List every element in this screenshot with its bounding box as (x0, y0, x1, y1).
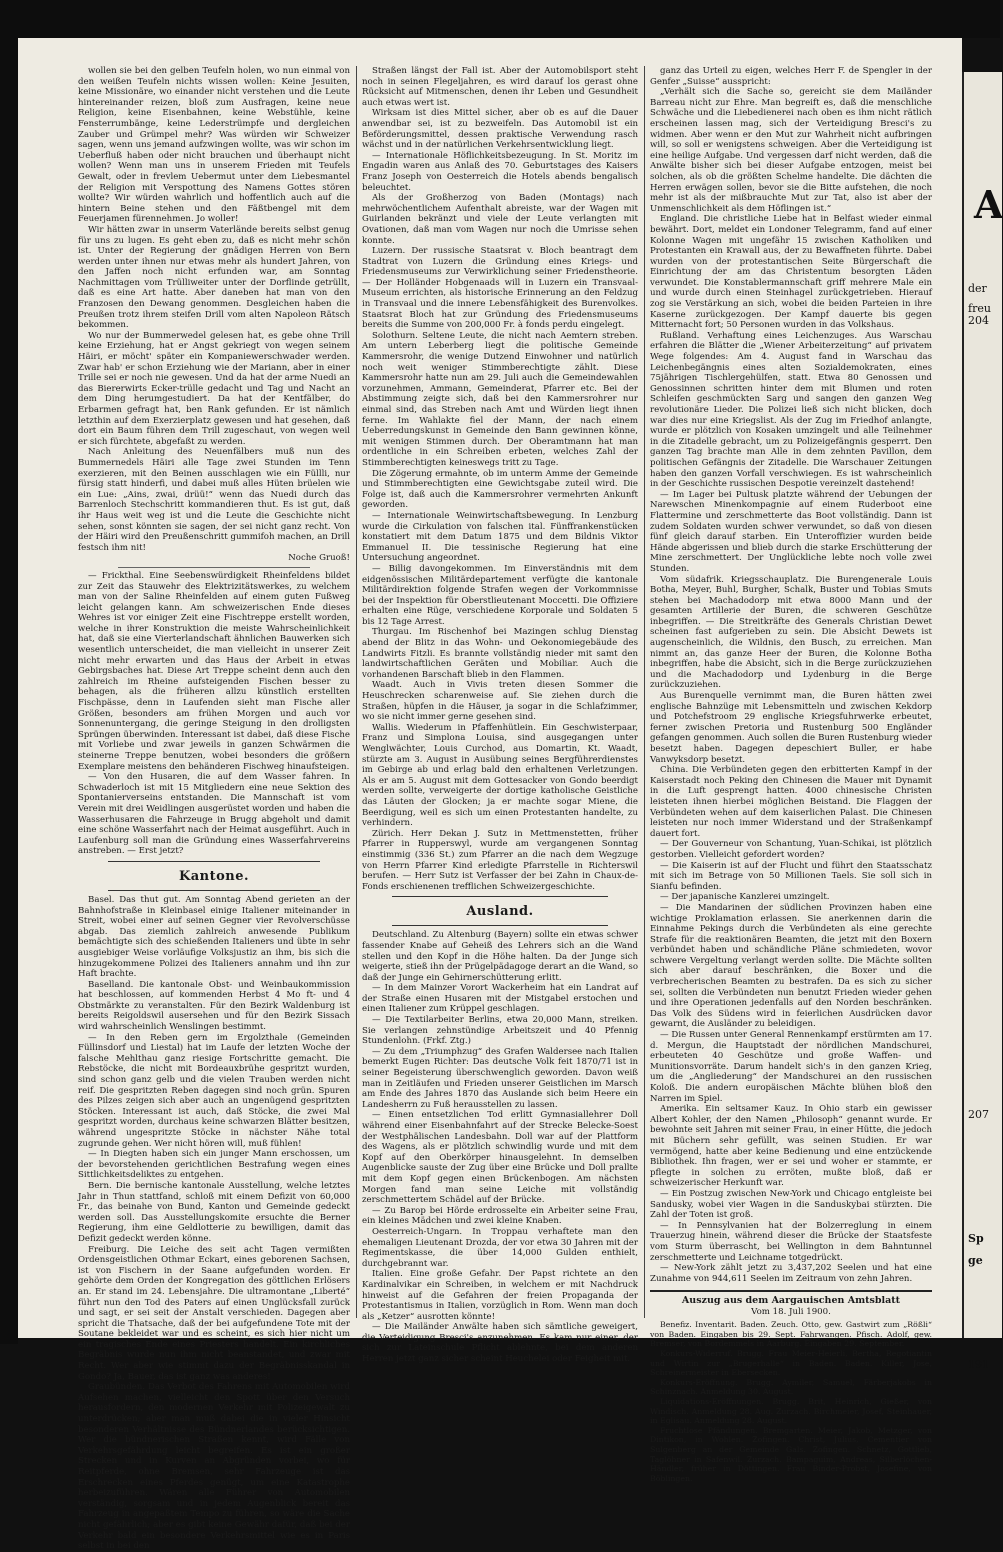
amtsblatt-date: Vom 18. Juli 1900. (751, 1307, 831, 1318)
news-item: — Einen entsetzlichen Tod erlitt Gymnasiallehrer Doll während einer Eisenbahnfahrt auf der Strecke Belecke-Soest der Westphälischen Landesbahn. Doll war auf der Plattform des Wagens, als er plötzlich schwindlig wurde und mit dem Kopf auf den Oberkörper hinausgelehnt. In demselben Augenblicke sauste der Zug über eine Brücke und Doll prallte mit dem Kopf gegen einen Brückenbogen. Am nächsten Morgen fand man seine Leiche mit vollständig zerschmettertem Schädel auf der Brücke. (362, 1110, 638, 1206)
amtsblatt-entry: Fruchtlose Pfändungen. Bremgarten. Meier, Jakob, Metzger, von Dintikon, in Wohlen. Zofingen. Christ, Julius, Cementier von Sulgenberg an der Gemeinde Gals. Zofingen. Schnetz, Gottlieb, Taglöhner in Safenwil. Zurzach. Bampaguim, Andreas, Silberlöchen-Händler, früher in Döttingen. Frau Binder-Probst, Josefine, von Böblingen. (650, 1425, 932, 1483)
news-item: Wirksam ist dies Mittel sicher, aber ob es auf die Dauer anwendbar sei, ist zu bezweifeln. Das Automobil ist ein Beförderungsmittel, dessen praktische Verwendung rasch wächst und in der natürlichen Verkehrsentwicklung liegt. (362, 108, 638, 151)
news-item: — Die Mandarinen der südlichen Provinzen haben eine wichtige Proklamation erlassen. Sie anerkennen darin die Einnahme Pekings durch die Verbündeten als eine gerechte Strafe für die reaktionären Beamten, die jetzt mit den Boxern verbündet haben und schändliche Pläne schmiedeten, wovor schwere Vergeltung verlangt werden sollte. Die Mächte sollten sich aber darauf beschränken, die Boxer und die verbrecherischen Beamten zu bestrafen. Da es sich zu sicher sei, sollten die Verbündeten nun benutzt Frieden wieder gehen und ihre Operationen jedenfalls auf den Norden beschränken. Das Volk des Südens wird in feierlichen Ausdrücken davor gewarnt, die Ausländer zu beleidigen. (650, 902, 932, 1030)
news-item: ganz das Urteil zu eigen, welches Herr F. de Spengler in der Genfer „Suisse“ ausspricht: (650, 66, 932, 87)
adjacent-page-fragment: 207 (968, 1108, 989, 1121)
news-item: China. Die Verbündeten gegen den erbitterten Kampf in der Kaiserstadt noch Peking den Chinesen die Mauer mit Dynamit in die Luft gesprengt hatten. 4000 chinesische Christen leisteten ihnen hierbei möglichen Beistand. Die Flaggen der Verbündeten wehen auf dem kaiserlichen Palast. Die Chinesen leisteten nur noch immer Widerstand und der Straßenkampf dauert fort. (650, 765, 932, 839)
news-item: — Der Gouverneur von Schantung, Yuan-Schikai, ist plötzlich gestorben. Vielleicht gefordert worden? (650, 839, 932, 860)
article-paragraph: Nach Anleitung des Neuenfälbers muß nun des Bummernedels Häiri alle Tage zwei Stunden im Tenn exerzieren, mit den Beinen ausschlagen wie ein Füllli, nur fürsig statt hinderfi, und dabei muß alles Hüten brüelen wie ein Lue: „Ains, zwai, drüü!“ wenn das Nuedi durch das Barrenloch Stechschritt kommandieren thut. Es ist gut, daß ihr Haus weit weg ist und die Leute die Geschichte nicht sehen, sonst könnten sie sagen, der sei nicht ganz recht. Von der Häiri wird den Preußenschritt gummifoh machen, an Drill festsch ihm nit! (78, 447, 350, 553)
news-item: — In dem Mainzer Vorort Wackerheim hat ein Landrat auf der Straße einen Husaren mit der Mistgabel erstochen und einen Italiener zum Krüppel geschlagen. (362, 983, 638, 1015)
column-rule (356, 66, 357, 1318)
news-item: — New-York zählt jetzt zu 3,437,202 Seelen und hat eine Zunahme von 944,611 Seelen im Zeitraum von zehn Jahren. (650, 1263, 932, 1284)
adjacent-page-fragment: 191 (968, 1358, 989, 1371)
article-paragraph: wollen sie bei den gelben Teufeln holen, wo nun einmal von den weißen Teufeln nichts wissen wollen: Keine Jesuiten, keine Missionäre, wo einander nicht verstehen und die Leute hintereinander reizen, bloß zum Ausfragen, keine neue Religion, keine Eisenbahnen, keine Webstühle, keine Fensterrumbänge, keine Lederstrümpfe und dergleichen Zauber und Grümpel mehr? Was würden wir Schweizer sagen, wenn uns jemand aufzwingen wollte, was wir schon im Ueberfluß haben oder nicht brauchen und überhaupt nicht wollen? Wenn man uns in unserem Frieden mit Teufels Gewalt, oder in frevlem Uebermut unter dem Liebesmantel der Religion mit Verspottung des Namens Gottes stören wollte? Wir würden wahrlich und hoffentlich auch auf die hintern Beine stehen und den Fäßtbengel mit dem Feuerjamen fürennehmen. Jo woller! (78, 66, 350, 225)
news-item: Baselland. Die kantonale Obst- und Weinbaukommission hat beschlossen, auf kommenden Herbst 4 Mo ft- und 4 Obstmärkte zu veranstalten. Für den Bezirk Waldenburg ist bereits Reigoldswil ausersehen und für den Bezirk Sissach wird wahrscheinlich Wenslingen bestimmt. (78, 979, 350, 1033)
article-signoff: Noche Gruoß! (288, 553, 350, 564)
amtsblatt-entry: Liquidations-Eröffnungen. Brugg. Brit, Heinrich, Gießer, von Windisch. Anmeldung 28. Aug. Zurzach. Birchmeier, Josef, Steinhauer, in Eglisau. Anmeldung 28. August. (650, 1397, 932, 1426)
adjacent-page-fragment: 204 (968, 314, 989, 327)
divider (392, 925, 608, 926)
column-2 (362, 66, 638, 1365)
news-item: Italien. Eine große Gefahr. Der Papst richtete an den Kardinalvikar ein Schreiben, in welchem er mit Nachdruck hinweist auf die Gefahren der freien Propaganda der Protestantismus in Italien, vorzüglich in Rom. Wenn man doch als „Ketzer“ ausrotten könnte! (362, 1269, 638, 1322)
news-item: — In den Reben gern im Ergolzthale (Gemeinden Füllinsdorf und Liestal) hat im Laufe der letzten Woche der falsche Mehlthau ganz riesige Fortschritte gemacht. Die Rebstöcke, die nicht mit Bordeauxbrühe gespritzt wurden, sind schon ganz gelb und die vielen Trauben werden nicht reif. Die gespritzten Reben dagegen sind noch grün. Spuren des Pilzes zeigen sich aber auch an ungenügend gespritzten Stöcken. Interessant ist auch, daß Stöcke, die zwei Mal gespritzt worden, durchaus keine schwarzen Blätter besitzen, während ungespritzte Stöcke in nächster Nähe total zugrunde gehen. Wer nicht hören will, muß fühlen! (78, 1032, 350, 1149)
news-item: — Die Textilarbeiter Berlins, etwa 20,000 Mann, streiken. Sie verlangen zehnstündige Arbeitszeit und 40 Pfennig Stundenlohn. (Frkf. Ztg.) (362, 1015, 638, 1047)
news-item: „Verhält sich die Sache so, gereicht sie dem Mailänder Barreau nicht zur Ehre. Man begreift es, daß die menschliche Schwäche und die Liebedienerei nach oben es ihm nicht rätlich erscheinen lassen mag, sich der Verteidigung Bresci's zu widmen. Aber wenn er den Mut zur Wahrheit nicht aufbringen will, so soll er wenigstens schweigen. Aber die Verteidigung ist eine heilige Aufgabe. Und vergessen darf nicht werden, daß die Anwälte bisher sich bei dieser Aufgabe entzogen, meist bei solchen, als ob die größten Schelme handelte. Die dächten die Herren erwägen sollen, bevor sie die Bitte aufstehen, die noch mehr ist als der mißbrauchte Mut zur Tat, also ist aber der Unmenschlichkeit als dem Höflingen ist.“ (650, 87, 932, 214)
divider (392, 896, 608, 897)
amtsblatt-entry: Konkurs-Eröffnung. Brugg. Aymiler, Samuel, Färberjakobs in Schinznach. Anmeldung 30. August. (650, 1377, 932, 1397)
column-rule (644, 66, 645, 1318)
news-item: Deutschland. Zu Altenburg (Bayern) sollte ein etwas schwer fassender Knabe auf Geheiß des Lehrers sich an die Wand stellen und den Kopf in die Höhe halten. Da der Junge sich weigerte, stieß ihn der Prügelpädagoge derart an die Wand, so daß der Junge ein Gehirnerschütterung erlitt. (362, 930, 638, 983)
news-item: — Internationale Höflichkeitsbezeugung. In St. Moritz im Engadin waren aus Anlaß des 70. Geburtstages des Kaisers Franz Joseph von Oesterreich die Hotels abends bengalisch beleuchtet. (362, 150, 638, 193)
adjacent-page-fragment: der (968, 282, 987, 295)
news-item: — Zu Barop bei Hörde erdrosselte ein Arbeiter seine Frau, ein kleines Mädchen und zwei kleine Knaben. (362, 1205, 638, 1227)
divider (118, 567, 310, 568)
column-1 (78, 66, 350, 1552)
news-item: — Zu dem „Triumphzug“ des Grafen Waldersee nach Italien bemerkt Eugen Richter: Das deutsche Volk feit 1870/71 ist in seiner Begeisterung überschwenglich geworden. Davon weiß man in Zeitläufen und Frieden unserer Geistlichen im Marsch am Ende des Jahres 1870 das Auslande sich beim Heere ein Landesherrn zu Fuß herausstellen zu lassen. (362, 1046, 638, 1110)
article-paragraph: Wir hätten zwar in unserm Vaterlände bereits selbst genug für uns zu lugen. Es geht eben zu, daß es nicht mehr schön ist. Unter der Regierung der gnädigen Herren von Bern werden unter ihnen nur etwas mehr als hundert Jahren, von den Jaffen noch nicht erfunden war, am Sonntag Nachmittagen vom Trülliweiter unter der Dorflinde getrüllt, daß es eine Art hatte. Aber daneben hat man von den Franzosen den Dewang genommen. Desgleichen haben die Preußen trotz ihrem steifen Drill vom alten Napoleon Rätsch bekommen. (78, 224, 350, 331)
news-item: Straßen längst der Fall ist. Aber der Automobilsport steht noch in seinen Flegeljahren, es wird darauf los gerast ohne Rücksicht auf Mitmenschen, denen ihr Leben und Gesundheit auch etwas wert ist. (362, 66, 638, 108)
news-item: — Billig davongekommen. Im Einverständnis mit dem eidgenössischen Militärdepartement verfügte die kantonale Militärdirektion folgende Strafen wegen der Vorkommnisse bei der Inspektion für Oberstlieutenant Moccetti. Die Offiziere erhalten eine Rüge, verschiedene Korporale und Soldaten 5 bis 12 Tage Arrest. (362, 563, 638, 627)
news-item: Die Zögerung ermahnte, ob im unterm Amme der Gemeinde und Stimmberechtigten eine Gewichtsgabe zuteil wird. Die Folge ist, daß auch die Kammersrohrer vermehrten Ankunft geworden. (362, 468, 638, 511)
amtsblatt-entry: Benefiz. Inventarit. Baden. Zeuch. Otto, gew. Gastwirt zum „Rößli“ von Baden. Eingaben bis 29. Sept. Fahrwangen. Pfisch. Adolf, gew. Bremser, von Bordemmels in Aarburg. Eingaben 29. September. (650, 1320, 932, 1349)
news-item: Rußland. Verhaftung eines Leichenzuges. Aus Warschau erfahren die Blätter die „Wiener Arbeiterzeitung“ auf privatem Wege folgendes: Am 4. August fand in Warschau das Leichenbegängnis eines alten Sozialdemokraten, eines 75jährigen Tischlergehülfen, statt. Etwa 80 Genossen und Genossinnen schritten hinter dem mit Blumen und roten Schleifen geschmückten Sarg und sangen den ganzen Weg revolutionäre Lieder. Die Polizei ließ sich nicht blicken, doch war dies nur eine Kriegslist. Als der Zug im Friedhof anlangte, wurde er plötzlich von Kosaken umzingelt und alle Teilnehmer in die Zitadelle gebracht, um zu Polizeigefängnis gesperrt. Den ganzen Tag brachte man Alle in dem zehnten Pavillon, dem politischen Gefängnis der Zitadelle. Die Warschauer Zeitungen haben den ganzen Vorfall verschwiegen. Es ist wahrscheinlich in der Geschichte russischen Despotie vereinzelt dastehend! (650, 330, 932, 490)
news-item: Waadt. Auch in Vivis treten diesen Sommer die Heuschrecken scharenweise auf. Sie ziehen durch die Straßen, hüpfen in die Häuser, ja sogar in die Schlafzimmer, wo sie nicht immer gerne gesehen sind. (362, 680, 638, 723)
section-heading-ausland: Ausland. (466, 904, 534, 920)
news-item: Aus Burenquelle vernimmt man, die Buren hätten zwei englische Bahnzüge mit Lebensmitteln und zwischen Kekdorp und Potchefstroom 29 englische Kriegsfuhrwerke erbeutet, ferner zwischen Pretoria und Rustenburg 500 Engländer gefangen genommen. Auch sollen die Buren Rustenburg wieder besetzt haben. Dagegen depeschiert Buller, er habe Vanwyksdorp besetzt. (650, 691, 932, 765)
news-item: Bern. Die bernische kantonale Ausstellung, welche letztes Jahr in Thun stattfand, schloß mit einem Defizit von 60,000 Fr., das beinahe von Bund, Kanton und Gemeinde gedeckt werden soll. Das Ausstellungskomite ersuchte die Berner Regierung, ihm eine Geldlotterie zu bewilligen, damit das Defizit gedeckt werden könne. (78, 1180, 350, 1244)
amtsblatt-box (650, 1290, 932, 1483)
news-item: — In Pennsylvanien hat der Bolzerreglung in einem Trauerzug hinein, während dieser die Brücke der Staatsfeste vom Sturm überrascht, bei Wellington in dem Bahntunnel zerschmetterte und Leichname totgedrückt. (650, 1220, 932, 1263)
news-item: Zürich. Herr Dekan J. Sutz in Mettmenstetten, früher Pfarrer in Rupperswyl, wurde am vergangenen Sonntag einstimmig (336 St.) zum Pfarrer an die nach dem Wegzuge von Herrn Pfarrer Kind erledigte Pfarrstelle in Richterswil berufen. — Herr Sutz ist Verfasser der bei Zahn in Chaux-de-Fonds erschienenen trefflichen Schweizergeschichte. (362, 828, 638, 892)
divider (108, 890, 320, 891)
news-item: Wallis. Wiederum in Pfaffenhütlein. Ein Geschwisterpaar, Franz und Simplona Louisa, sind ausgegangen unter Wenglwächter, Louis Curchod, aus Domartin, Kt. Waadt, stürzte am 3. August in Ausübung seines Bergführerdienstes im Gebirge ab und erlag bald den erhaltenen Verletzungen. Als er am 5. August mit dem Gottesacker von Gondo beerdigt werden sollte, verweigerte der dortige katholische Geistliche das Läuten der Glocken; ja er machte sogar Miene, die Beerdigung, weil es sich um einen Protestanten handelte, zu verhindern. (362, 722, 638, 829)
news-item: — In Diegten haben sich ein junger Mann erschossen, um der bevorstehenden gerichtlichen Bestrafung wegen eines Sittlichkeitsdeliktes zu entgehen. (78, 1149, 350, 1181)
news-item: Luzern. Der russische Staatsrat v. Bloch beantragt dem Stadtrat von Luzern die Gründung eines Kriegs- und Friedensmuseums zur Verwirklichung seiner Friedenstheorie. — Der Holländer Hobgenaads will in Luzern ein Transvaal-Museum errichten, als historische Erinnerung an den Feldzug in Transvaal und die innere Lebensfähigkeit des Burenvolkes. Staatsrat Bloch hat zur Gründung des Friedensmuseums bereits die Summe von 200,000 Fr. à fonds perdu eingelegt. (362, 246, 638, 331)
article-paragraph: Wo nur der Bummerwedel gelesen hat, es gebe ohne Trill keine Erziehung, hat er Angst gekriegt von wegen seinem Häiri, er möcht' später ein Kompaniewerschwader werden. Zwar hab' er schon Erziehung wie der Mariann, aber in einer Trille sei er noch nie gewesen. Und da hat der arme Nuedi an das Biererwirts Ecker-trülle gedacht und Tag und Nacht an dem Ding herumgestudiert. Da hat der Kentfälber, do Erbarmen gefragt hat, ben Rank gefunden. Er ist nämlich letzthin auf dem Exerzierplatz gewesen und hat gesehen, daß dort ein Baum führen dem Trill zugeschaut, von wegen weil er sich fürchtete, abgefaßt zu werden. (78, 330, 350, 447)
news-item: Graubünden. Das Verbot des Fahrens mit Automobilen wird Aufsehen machen, vielleicht den Spott über den Versuch herausfordern, den modernen Verkehr mit Polizeigewalt zu unterdrücken; aber man muß dabei die in vieler Hinsicht besonderen Verhältnisse des Bündnerlandes berücksichtigen. Wer die bündnerischen Straßen kennt, wird Fälle von Verkehrsgefährdung leicht begreifen. Es ist ein großer Strecken und in Kurven an Abgründen vorbei, wo für Reitpferde, ohne Bremsen, sehr Fahrzeuge ist das Erschrecken eines Pferdes genügt, um eine Katastrophe herbeizuführen. Wären alle Führer von Automobilen verständig, sorgsam und in jedem Augenblick bereit das Fahrzeug in angepaßtem Tempo zu führen, so wäre die Sache nicht gefährlich; aber es gibt keine Gewähr dafür, daß bei der Verkehr bald ein besondere Verkehrsmittel wie es in Paris selbst in bei den (78, 1382, 350, 1552)
adjacent-page-initial: A (974, 182, 1003, 227)
news-item: Vom südafrik. Kriegsschauplatz. Die Burengenerale Louis Botha, Meyer, Buhl, Burgher, Schalk, Buster und Tobias Smuts stehen bei Machadodorp mit etwa 8000 Mann und der gesamten Artillerie der Buren, die schweren Geschütze inbegriffen. — Die Streitkräfte des Generals Christian Dewet scheinen fast aufgerieben zu sein. Die Absicht Dewets ist augenscheinlich, die Wildnis, den Busch, zu erreichen. Man nimmt an, das ganze Heer der Buren, die Kolonne Botha inbegriffen, habe die Absicht, sich in die Berge zurückzuziehen und die Machadodorp und Lydenburg in die Berge zurückzuziehen. (650, 574, 932, 691)
news-item: — Der japanische Kanzlerei umzingelt. (660, 892, 830, 903)
scan-border-top (0, 0, 1000, 38)
adjacent-page-fragment: freu (968, 302, 991, 315)
adjacent-page-fragment: ge (968, 1254, 983, 1267)
news-item: Freiburg. Die Leiche des seit acht Tagen vermißten Ordensgeistlichen Othmar Eckart, eines geborenen Sachsen, ist von Fischern in der Saane aufgefunden worden. Er gehörte dem Orden der Kongregation des göttlichen Erlösers an. Er stand im 24. Lebensjahre. Die ultramontane „Liberté“ führt nun den Tod des Paters auf einen Unglücksfall zurück und sagt, er sei seit der Anstalt verschieden. Dagegen aber spricht die Thatsache, daß der bei aufgefundene Tote mit der Soutane bekleidet war und es scheint, es sich hier nicht um ein tragisches Ende eines Priesters handelt. Ein kirchliches Begräbnis wurde nun ihm nicht beanstandet, und zwar mit Recht. Wer aber wie stimmt dazu der Begräbnisskandal in Gondo? Ja, Bauer, das ist ganz was anderes! (78, 1244, 350, 1382)
section-heading-kantone: Kantone. (178, 868, 250, 884)
news-item: — Im Lager bei Pultusk platzte während der Uebungen der Narewschen Minenkompagnie auf einem Ruderboot eine Flattermine und zerschmetterte das Boot vollständig. Dann ist zudem Soldaten wurden schwer verwundet, so daß von diesen fünf gleich darauf starben. Ein Unteroffizier wurden beide Hände abgerissen und blieb durch die starke Erschütterung der Mine zerschmettert. Der Unglückliche lebte noch volle zwei Stunden. (650, 489, 932, 574)
news-item: — Die Kaiserin ist auf der Flucht und führt den Staatsschatz mit sich im Betrage von 50 Millionen Taels. Sie soll sich in Sianfu befinden. (650, 860, 932, 892)
adjacent-page-fragment: Sp (968, 1232, 984, 1245)
news-item: Thurgau. Im Rischenhof bei Mazingen schlug Dienstag abend der Blitz in das Wohn- und Oekonomiegebäude des Landwirts Fitzli. Es brannte vollständig nieder mit samt den landwirtschaftlichen Geräten und Mobiliar. Auch die vorhandenen Barschaft blieb in den Flammen. (362, 627, 638, 680)
news-item: Amerika. Ein seltsamer Kauz. In Ohio starb ein gewisser Albert Kohler, der den Namen „Philosoph“ genannt wurde. Er bewohnte seit Jahren mit seiner Frau, in einer Hütte, die jedoch mit Büchern sehr gefüllt, was seinen Studien. Er war vermögend, hatte aber keine Bedienung und eine entzückende Bibliothek. Ihn fragen, wer er sei und woher er stammte, er pflegte in solchen zu erröten, mußte bloß, daß er schweizerischer Herkunft war. (650, 1104, 932, 1189)
amtsblatt-entry: Konkurs-Widerruf. Brugg. Frau Meier-Heierli, Bertha, Regotiantin und Wirtin zur „Brugerhalle“ in Baden. Baden. Killer, Jose, Schreinermeister in Ebersecken. (650, 1349, 932, 1378)
scan-border-left (0, 0, 18, 1344)
news-item: — Von den Husaren, die auf dem Wasser fahren. In Schwaderloch ist mit 15 Mitgliedern eine neue Sektion des Spontanierverseins entstanden. Die Mannschaft ist vom Verein mit drei Weidlingen ausgerüstet worden und haben die Wasserhusaren die Fahrzeuge in Brugg abgeholt und damit eine schöne Wasserfahrt nach der Heimat ausgeführt. Auch in Laufenburg soll man die Gründung eines Wasserfahrvereins anstreben. — Erst jetzt? (78, 772, 350, 857)
news-item: — Die Russen unter General Rennenkampf erstürmten am 17. d. Mergun, die Hauptstadt der nördlichen Mandschurei, erbeuteten 40 Geschütze und große Waffen- und Munitionsvorräte. Darum handelt sich's in den ganzen Krieg, um die „Angliederung“ der Mandschurei an den russischen Koloß. Die andern europäischen Mächte blühen bloß den Narren im Spiel. (650, 1030, 932, 1104)
news-item: Als der Großherzog von Baden (Montags) nach mehrwöchentlichem Aufenthalt abreiste, war der Wagen mit Guirlanden bekränzt und viele der Leute verlangten mit Ovationen, daß man vom Wagen nur noch die Umrisse sehen konnte. (362, 193, 638, 246)
news-item: — Frickthal. Eine Seebenswürdigkeit Rheinfeldens bildet zur Zeit das Stauwehr des Elektrizitätswerkes, zu welchem man von der Saline Rheinfelden auf einem guten Fußweg leicht gelangen kann. Am schweizerischen Ende dieses Wehres ist vor einiger Zeit eine Fischtreppe erstellt worden, welche in ihrer Konstruktion die meiste Wahrscheinlichkeit hat, daß sie eine Vierterlandschaft ähnlichen Bauwerken sich wesentlich unterscheidet, die man vielleicht in unserer Zeit nicht mehr erwarten und das Haus der Arbeit in etwas Gebirgsbaches hat. Diese Art Treppe scheint denn auch den zahlreich im Rheine aufsteigenden Fischen besser zu behagen, als die früheren allzu künstlich erstellten Fischpässe, denn in Laufenden sieht man Fische aller Größen, besonders am frühen Morgen und auch vor Sonnenuntergang, die geringe Steigung in den drolligsten Sprüngen überwinden. Interessant ist dabei, daß diese Fische mit Vorliebe und zwar jeweils in ganzen Schwärmen die steinerne Treppe benutzen, wobei besonders die größern Exemplare meistens den behänderen Fischweg hinaufsteigen. (78, 570, 350, 772)
news-item: England. Die christliche Liebe hat in Belfast wieder einmal bewährt. Dort, meldet ein Londoner Telegramm, fand auf einer Kolonne Wagen mit ungefähr 15 zwischen Katholiken und Protestanten ein Krawall aus, der zu Bewaffneten führte. Dabei wurden von der protestantischen Seite Bürgerschaft die Einrichtung der am das Christentum besorgten Läden verwundet. Die Konstablermannschaft griff mehrere Male ein und wurde durch einen Steinhagel zurückgetrieben. Hierauf zog sie Verstärkung an sich, wobei die beiden Parteien in ihre Kaserne zurückgezogen. Der Kampf dauerte bis gegen Mitternacht fort; 50 Personen wurden in das Volkshaus. (650, 214, 932, 331)
column-3 (650, 66, 932, 1483)
adjacent-page-strip (962, 72, 1003, 1371)
news-item: — Die Mailänder Anwälte haben sich sämtliche geweigert, die Verteidigung Bresci's anzunehmen. Es kam nur einer, der sich zur Lateinschule Pflicht ablehnte, bei dem anderen Herren jetzt ganz sicher scheint Heuchelei oder Feigheit mit. (362, 1322, 638, 1365)
divider (108, 861, 320, 862)
news-item: Basel. Das thut gut. Am Sonntag Abend gerieten an der Bahnhofstraße in Kleinbasel einige Italiener miteinander in Streit, wobei einer auf seinen Gegner vier Revolverschüsse abgab. Das ziemlich zahlreich anwesende Publikum bemächtigte sich des schießenden Italieners und übte in sehr ausgiebiger Weise vorläufige Volksjustiz an ihm, bis sich die hinzugekommene Polizei des Italieners annahm und ihn zur Haft brachte. (78, 894, 350, 980)
news-item: — Internationale Weinwirtschaftsbewegung. In Lenzburg wurde die Cirkulation von falschen ital. Fünffrankenstücken konstatiert mit dem Datum 1875 und dem Bildnis Viktor Emmanuel II. Die tessinische Regierung hat eine Untersuchung angeordnet. (362, 510, 638, 564)
news-item: — Ein Postzug zwischen New-York und Chicago entgleiste bei Sandusky, wobei vier Wagen in die Sanduskybai stürzten. Die Zahl der Toten ist groß. (650, 1188, 932, 1221)
news-item: Oesterreich-Ungarn. In Troppau verhaftete man den ehemaligen Lieutenant Drozda, der vor etwa 30 Jahren mit der Regimentskasse, die über 14,000 Gulden enthielt, durchgebrannt war. (362, 1226, 638, 1269)
amtsblatt-title: Auszug aus dem Aargauischen Amtsblatt (681, 1295, 901, 1307)
news-item: Solothurn. Seltene Leute, die nicht nach Aemtern streben. Am untern Leberberg liegt die politische Gemeinde Kammersrohr, die wenige Dutzend Einwohner und natürlich noch weit weniger Stimmberechtigte zählt. Diese Kammersrohr hatte nun am 29. Juli auch die Gemeindewahlen vorzunehmen, Ammann, Gemeinderat, Pfarrer etc. Bei der Abstimmung zeigte sich, daß bei den Kammersrohrer nur einmal sind, das Streben nach Amt und Würden liegt ihnen ferne. Im Wahlakte fiel der Mann, der nach einem Ueberredungskunst in Gemeinde den Bann gewinnen könne, mit wenigen Stimmen durch. Der Oberamtmann hat man ordentliche in ein Schreiben erbeten, welches Zahl der Stimmberechtigten keineswegs tritt zu Tage. (362, 330, 638, 468)
